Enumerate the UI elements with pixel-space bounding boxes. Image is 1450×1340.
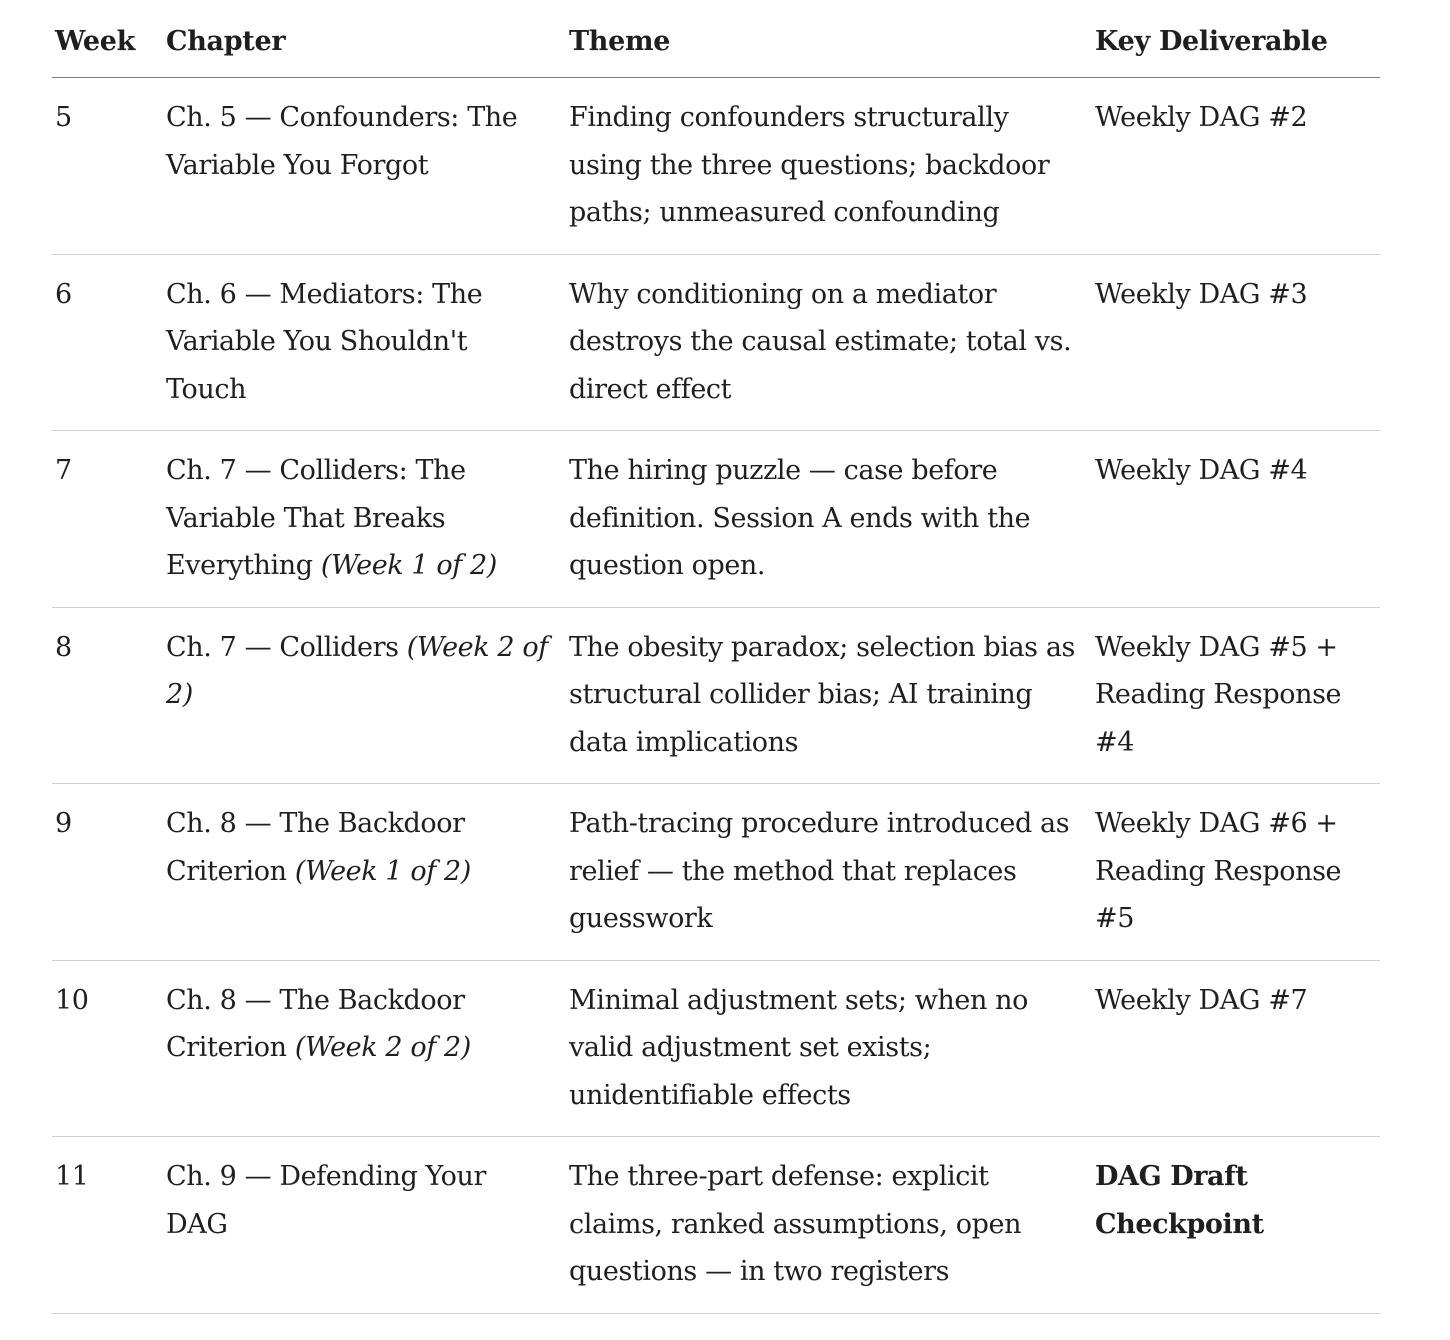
theme-cell: Finding confounders structurally using the three questions; backdoor paths; unmeasured confounding: [566, 78, 1092, 255]
table-row: [52, 1137, 1380, 1314]
table-header: [52, 0, 1380, 78]
week-cell: 6: [52, 254, 163, 431]
header-week: Week: [52, 0, 163, 78]
header-theme: Theme: [566, 0, 1092, 78]
chapter-title: Ch. 6 — Mediators: The Variable You Shouldn't Touch: [166, 278, 483, 405]
header-chapter: Chapter: [163, 0, 566, 78]
theme-cell: The three-part defense: explicit claims, ranked assumptions, open questions — in two registers: [566, 1137, 1092, 1314]
table-row: [52, 254, 1380, 431]
theme-cell: Path-tracing procedure introduced as relief — the method that replaces guesswork: [566, 784, 1092, 961]
table-row: [52, 607, 1380, 784]
header-row: [52, 0, 1380, 78]
week-cell: 9: [52, 784, 163, 961]
schedule-table: [52, 0, 1380, 1314]
chapter-note: (Week 2 of 2): [294, 1032, 471, 1063]
schedule-table-container: [52, 0, 1380, 1314]
chapter-cell: [163, 254, 566, 431]
table-row: [52, 960, 1380, 1137]
chapter-title: Ch. 8 — The Backdoor Criterion: [166, 984, 465, 1063]
theme-cell: The hiring puzzle — case before definition. Session A ends with the question open.: [566, 431, 1092, 608]
deliverable-cell: Weekly DAG #7: [1092, 960, 1380, 1137]
chapter-title: Ch. 7 — Colliders: [166, 631, 399, 663]
chapter-title: Ch. 9 — Defending Your DAG: [166, 1161, 486, 1240]
chapter-cell: [163, 431, 566, 608]
theme-cell: Why conditioning on a mediator destroys the causal estimate; total vs. direct effect: [566, 254, 1092, 431]
deliverable-cell: Weekly DAG #6 + Reading Response #5: [1092, 784, 1380, 961]
deliverable-cell: Weekly DAG #4: [1092, 431, 1380, 608]
chapter-title: Ch. 8 — The Backdoor Criterion: [166, 808, 465, 887]
week-cell: 5: [52, 78, 163, 255]
week-cell: 7: [52, 431, 163, 608]
table-row: [52, 784, 1380, 961]
deliverable-cell: DAG Draft Checkpoint: [1092, 1137, 1380, 1314]
chapter-cell: [163, 607, 566, 784]
deliverable-cell: Weekly DAG #2: [1092, 78, 1380, 255]
header-deliverable: Key Deliverable: [1092, 0, 1380, 78]
chapter-cell: [163, 960, 566, 1137]
chapter-note: (Week 1 of 2): [320, 550, 497, 581]
chapter-cell: [163, 784, 566, 961]
table-body: [52, 78, 1380, 1314]
chapter-note: (Week 2 of 2): [166, 631, 548, 710]
week-cell: 11: [52, 1137, 163, 1314]
chapter-cell: [163, 1137, 566, 1314]
theme-cell: Minimal adjustment sets; when no valid adjustment set exists; unidentifiable effects: [566, 960, 1092, 1137]
chapter-cell: [163, 78, 566, 255]
deliverable-cell: Weekly DAG #3: [1092, 254, 1380, 431]
chapter-note: (Week 1 of 2): [294, 855, 471, 887]
deliverable-cell: Weekly DAG #5 + Reading Response #4: [1092, 607, 1380, 784]
table-row: [52, 431, 1380, 608]
theme-cell: The obesity paradox; selection bias as structural collider bias; AI training data implications: [566, 607, 1092, 784]
table-row: [52, 78, 1380, 255]
week-cell: 8: [52, 607, 163, 784]
week-cell: 10: [52, 960, 163, 1137]
chapter-title: Ch. 5 — Confounders: The Variable You Forgot: [166, 102, 518, 181]
chapter-title: Ch. 7 — Colliders: The Variable That Breaks Everything: [166, 455, 466, 581]
